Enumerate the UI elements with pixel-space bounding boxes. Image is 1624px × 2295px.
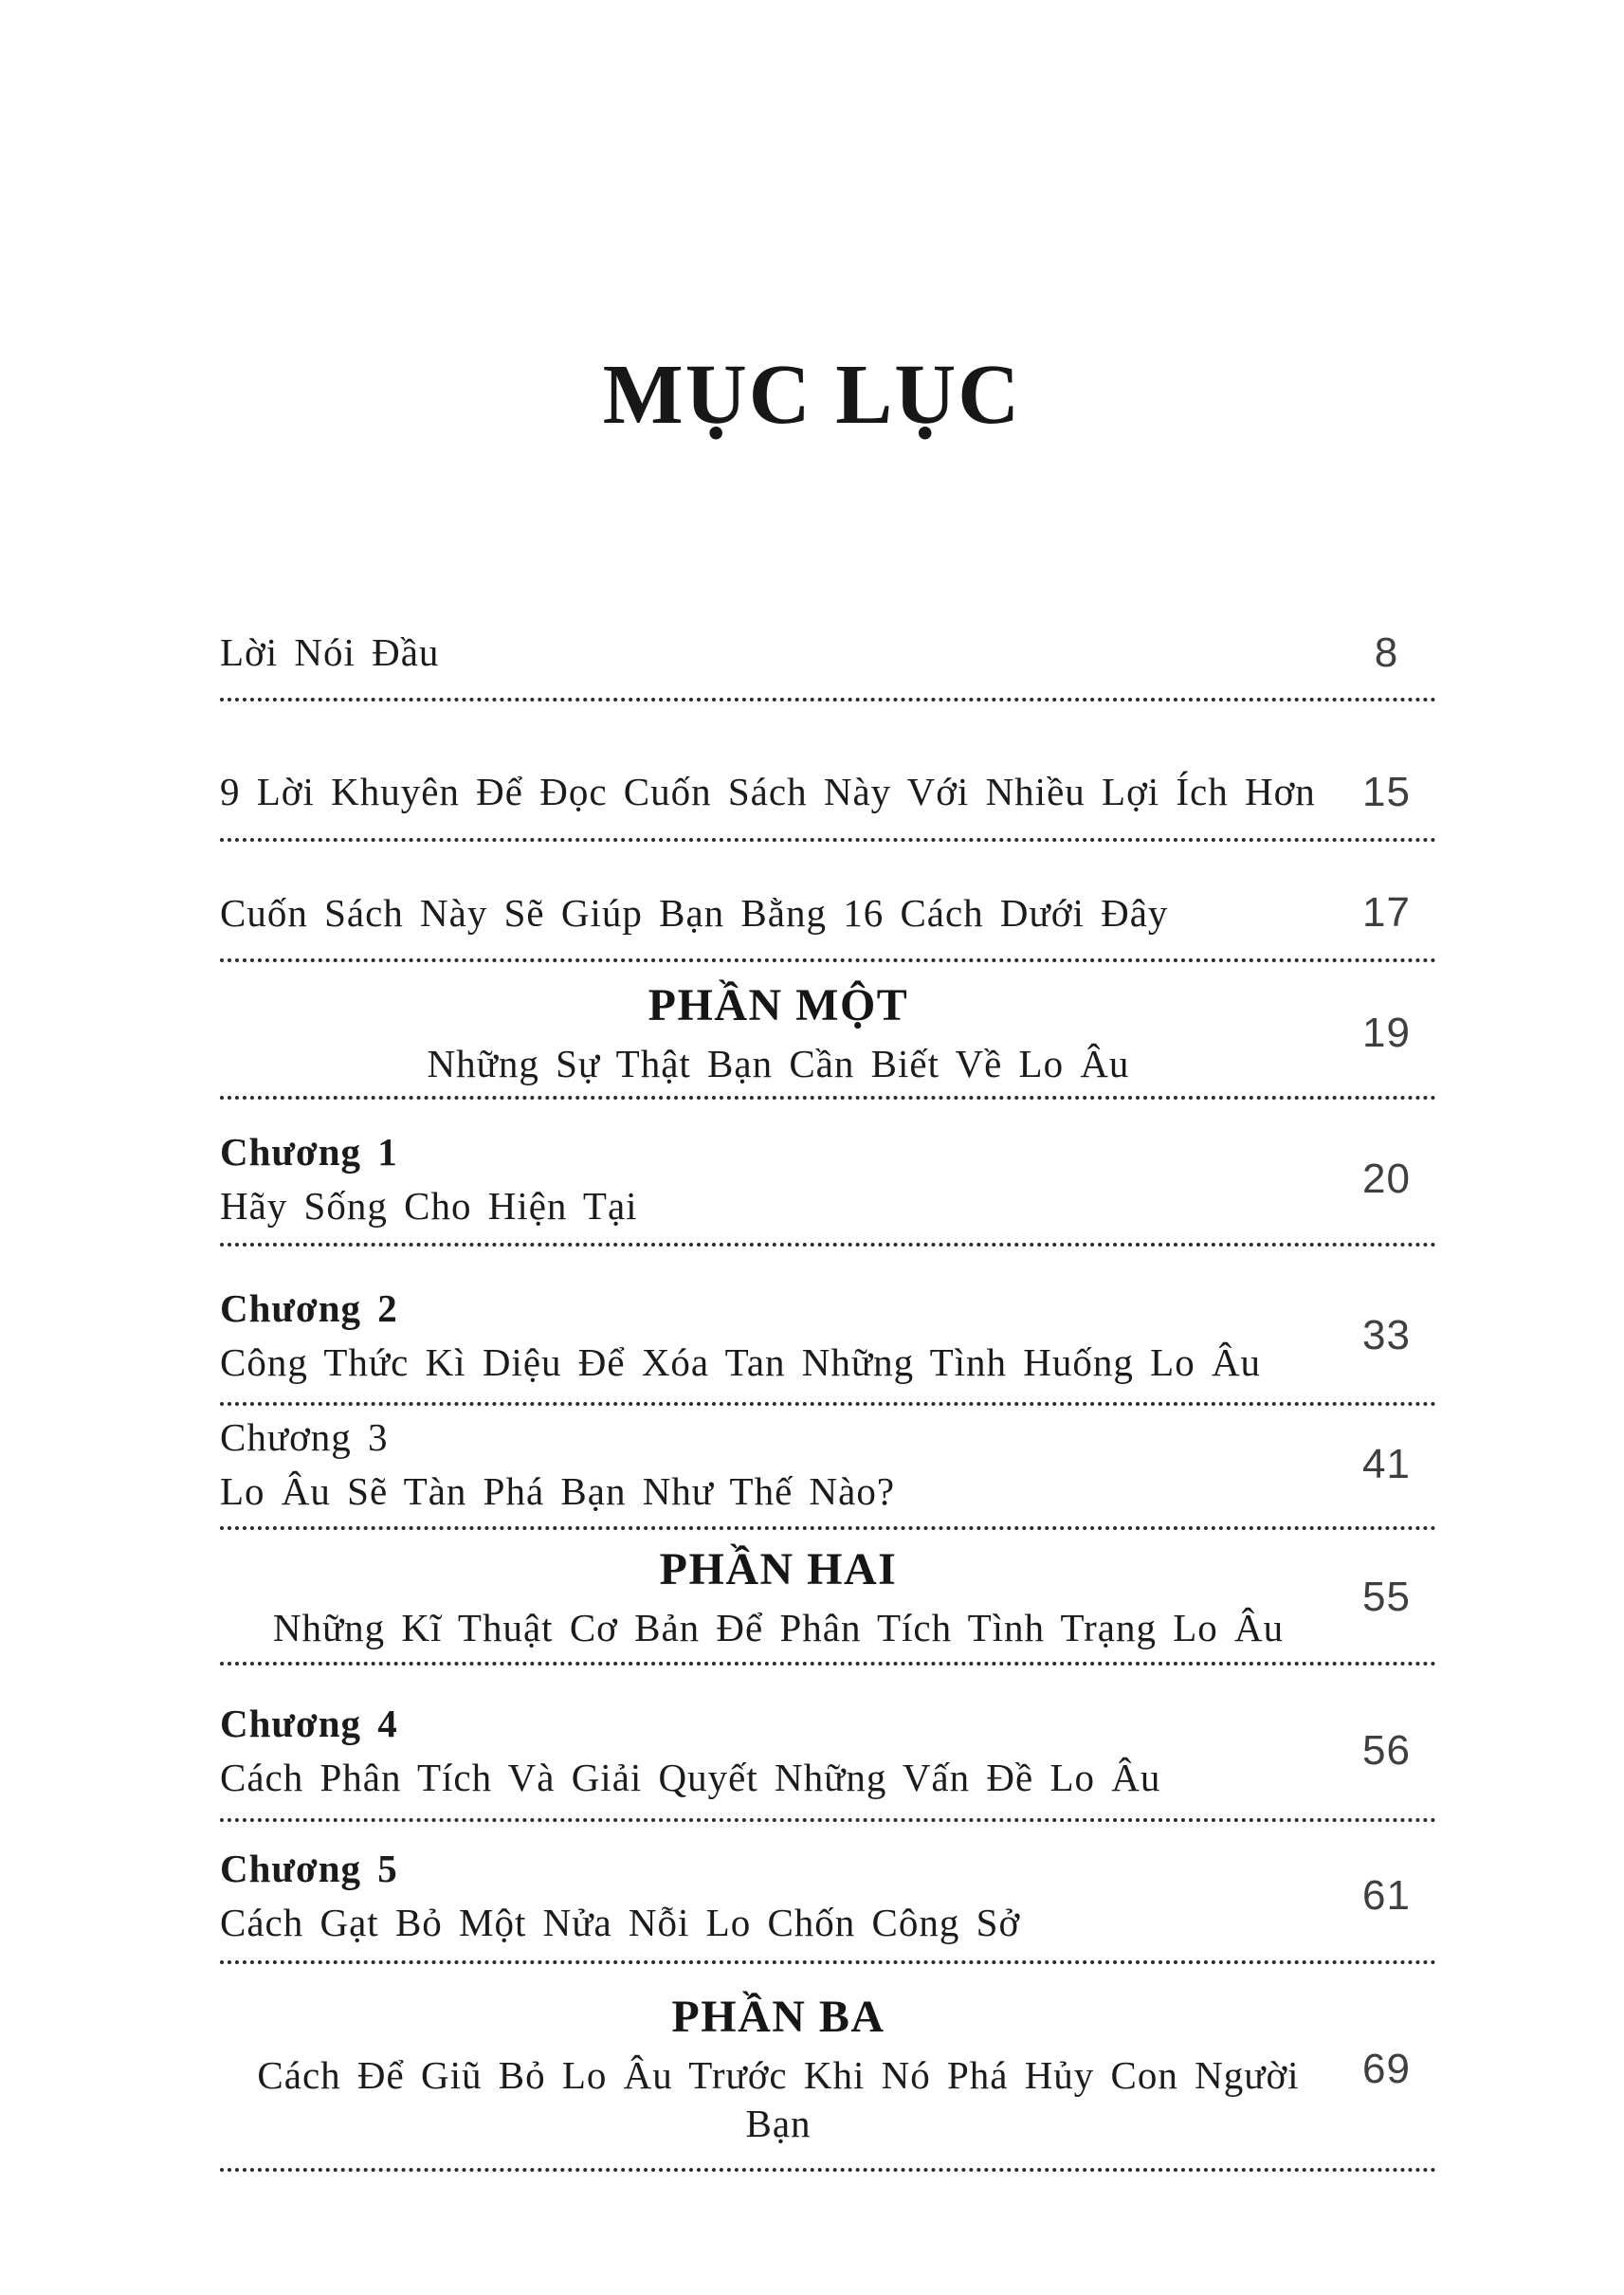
toc-chapter-heading: Chương 1 [220, 1130, 398, 1175]
toc-row-cuon-sach-nay [220, 842, 1436, 962]
toc-entry-page-number: 33 [1362, 1311, 1411, 1358]
toc-row-chuong-5 [220, 1822, 1436, 1965]
toc-chapter-block [220, 1700, 1337, 1803]
toc-chapter-subtitle: Hãy Sống Cho Hiện Tại [220, 1184, 638, 1229]
toc-row-phan-ba [220, 1964, 1436, 2172]
toc-list [220, 614, 1436, 2172]
toc-entry-page-number: 55 [1362, 1574, 1411, 1621]
toc-entry-page-number: 20 [1362, 1156, 1411, 1203]
toc-chapter-block [220, 1128, 1337, 1231]
toc-part-heading: PHẦN MỘT [648, 979, 909, 1030]
toc-entry-title: Cuốn Sách Này Sẽ Giúp Bạn Bằng 16 Cách Dưới Đây [220, 890, 1169, 935]
toc-row-9-loi-khuyen [220, 701, 1436, 841]
toc-entry-page-number: 69 [1362, 2046, 1411, 2093]
toc-chapter-block [220, 1413, 1337, 1517]
toc-entry-title: Lời Nói Đầu [220, 630, 440, 674]
toc-row-phan-hai [220, 1530, 1436, 1666]
toc-entry-page-number: 56 [1362, 1727, 1411, 1775]
toc-chapter-subtitle: Lo Âu Sẽ Tàn Phá Bạn Như Thế Nào? [220, 1469, 896, 1514]
toc-chapter-heading: Chương 5 [220, 1846, 398, 1890]
toc-part-heading: PHẦN BA [671, 1992, 885, 2043]
toc-part-block [220, 979, 1337, 1088]
toc-row-chuong-1 [220, 1100, 1436, 1247]
toc-entry-page-number: 41 [1362, 1441, 1411, 1488]
toc-chapter-subtitle: Cách Phân Tích Và Giải Quyết Những Vấn Đề Lo Âu [220, 1756, 1161, 1800]
toc-entry-page-number: 8 [1374, 628, 1399, 676]
toc-entry-title: 9 Lời Khuyên Để Đọc Cuốn Sách Này Với Nhiều Lợi Ích Hơn [220, 770, 1316, 814]
toc-chapter-block [220, 1845, 1337, 1948]
toc-chapter-heading: Chương 3 [220, 1415, 389, 1460]
toc-part-heading: PHẦN HAI [659, 1543, 898, 1594]
toc-part-subtitle: Những Kĩ Thuật Cơ Bản Để Phân Tích Tình Trạng Lo Âu [272, 1605, 1285, 1649]
toc-row-chuong-2 [220, 1247, 1436, 1407]
page-title: MỤC LỤC [602, 348, 1022, 442]
toc-chapter-heading: Chương 2 [220, 1285, 398, 1330]
toc-entry-page-number: 61 [1362, 1871, 1411, 1919]
toc-chapter-heading: Chương 4 [220, 1702, 398, 1746]
toc-part-subtitle: Cách Để Giũ Bỏ Lo Âu Trước Khi Nó Phá Hủy Con Người Bạn [257, 2053, 1300, 2146]
toc-row-chuong-4 [220, 1666, 1436, 1822]
toc-row-loi-noi-dau [220, 614, 1436, 701]
toc-entry-page-number: 15 [1362, 768, 1411, 815]
toc-part-block [220, 1543, 1337, 1652]
toc-entry-page-number: 19 [1362, 1010, 1411, 1057]
toc-part-block [220, 1991, 1337, 2149]
toc-chapter-subtitle: Cách Gạt Bỏ Một Nửa Nỗi Lo Chốn Công Sở [220, 1900, 1021, 1944]
toc-entry-page-number: 17 [1362, 889, 1411, 937]
toc-row-chuong-3 [220, 1406, 1436, 1530]
toc-part-subtitle: Những Sự Thật Bạn Cần Biết Về Lo Âu [427, 1041, 1130, 1085]
toc-chapter-block [220, 1284, 1337, 1388]
toc-chapter-subtitle: Công Thức Kì Diệu Để Xóa Tan Những Tình Huống Lo Âu [220, 1339, 1262, 1384]
toc-row-phan-mot [220, 962, 1436, 1100]
